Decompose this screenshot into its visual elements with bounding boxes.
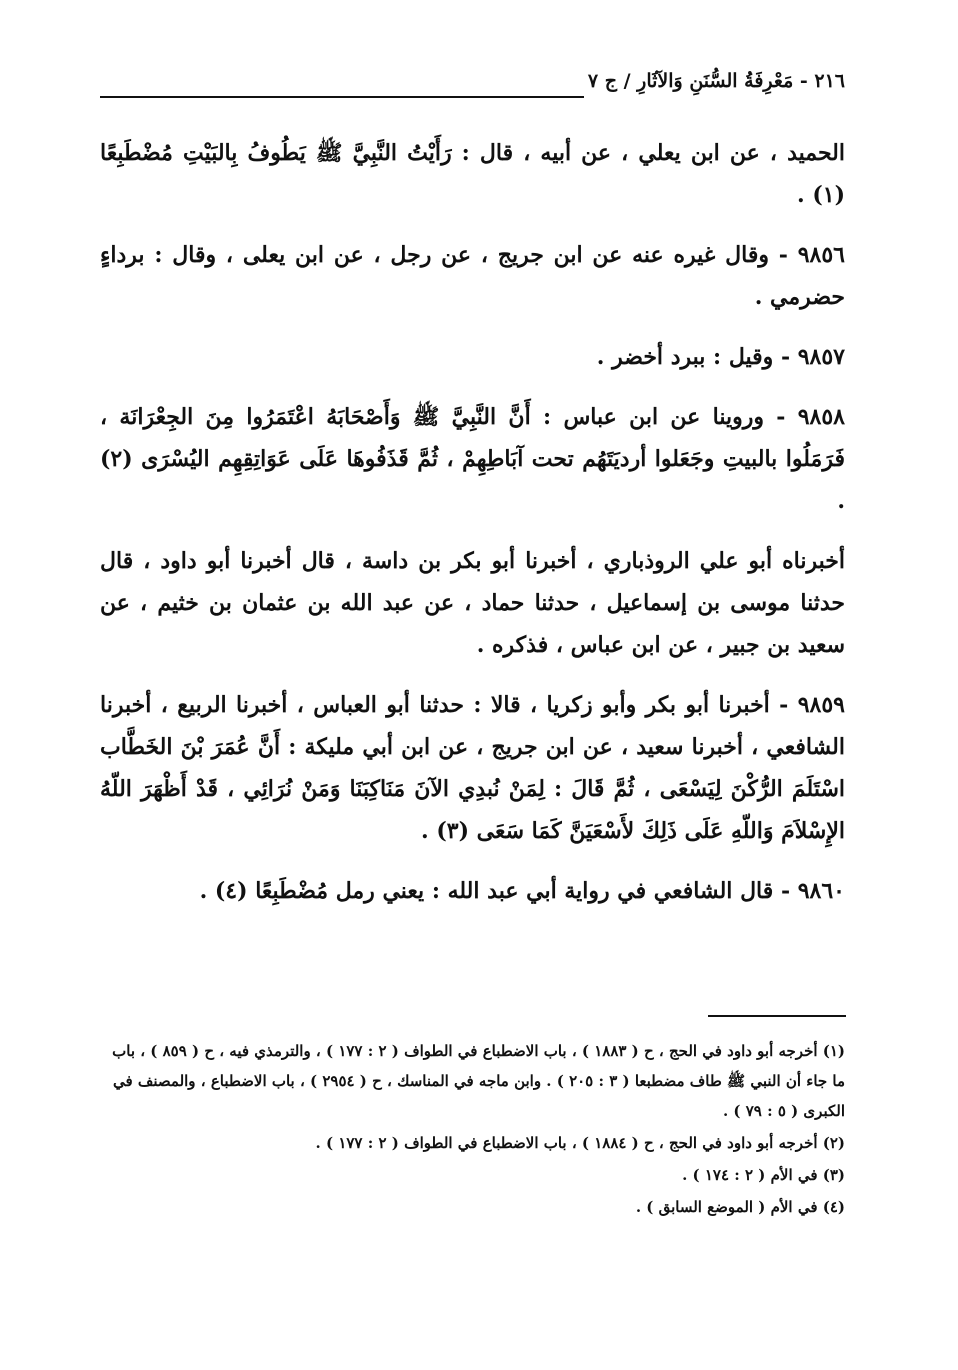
isnad-paragraph: أخبرناه أبو علي الروذباري ، أخبرنا أبو بكر بن داسة ، قال أخبرنا أبو داود ، قال حدثنا موسى بن إسماعيل ، حدثنا حماد ، عن عبد الله بن عثمان بن خثيم ، عن سعيد بن جبير ، عن ابن عباس ، فذكره . [100,548,845,658]
header-rule [100,96,584,98]
hadith-9856: ٩٨٥٦ - وقال غيره عنه عن ابن جريج ، عن رجل ، عن ابن يعلى ، وقال : برداءٍ حضرمي . [100,242,845,310]
footnote-1: (١) أخرجه أبو داود في الحج ، ح ( ١٨٨٣ ) ، باب الاضطباع في الطواف ( ٢ : ١٧٧ ) ، والترمذي فيه ، ح ( ٨٥٩ ) ، باب ما جاء أن النبي ﷺ طاف مضطبعا ( ٣ : ٢٠٥ ) . وابن ماجه في المناسك ، ح ( ٢٩٥٤ ) ، باب الاضطباع ، والمصنف في الكبرى ( ٥ : ٧٩ ) . [112,1042,845,1120]
footnote-4: (٤) في الأم ( الموضع السابق ) . [635,1198,845,1216]
footnote-3: (٣) في الأم ( ٢ : ١٧٤ ) . [682,1166,845,1184]
footnotes [100,1036,845,1222]
hadith-9857: ٩٨٥٧ - وقيل : ببرد أخضر . [596,344,845,370]
paragraph-continuation: الحميد ، عن ابن يعلي ، عن أبيه ، قال : رَأَيْتُ النَّبِيَّ ﷺ يَطُوفُ بِالبَيْتِ مُضْطَبِعًا (١) . [100,140,845,208]
main-text [100,132,845,930]
hadith-9858: ٩٨٥٨ - وروينا عن ابن عباس : أَنَّ النَّبِيَّ ﷺ وَأَصْحَابَهُ اعْتَمَرُوا مِنَ الجِعْرَانَة ، فَرَمَلُوا بالبيتِ وجَعَلوا أرديَتَهُم تحت آبَاطِهِمْ ، ثُمَّ قَذَفُوهَا عَلَى عَوَاتِقِهِم اليُسْرَى (٢) . [100,404,845,514]
footnote-2: (٢) أخرجه أبو داود في الحج ، ح ( ١٨٨٤ ) ، باب الاضطباع في الطواف ( ٢ : ١٧٧ ) . [315,1134,845,1152]
hadith-9860: ٩٨٦٠ - قال الشافعي في رواية أبي عبد الله : يعني رمل مُضْطَبِعًا (٤) . [199,878,845,904]
footnote-rule [708,1015,846,1017]
running-header [100,68,845,94]
hadith-9859: ٩٨٥٩ - أخبرنا أبو بكر وأبو زكريا ، قالا : حدثنا أبو العباس ، أخبرنا الربيع ، أخبرنا الشافعي ، أخبرنا سعيد ، عن ابن جريج ، عن ابن أبي مليكة : أَنَّ عُمَرَ بْنَ الخَطَّاب اسْتَلَمَ الرُّكْنَ لِيَسْعَى ، ثُمَّ قَالَ : لِمَنْ نُبدِي الآنَ مَنَاكِبَنَا وَمَنْ نُرَائِي ، قَدْ أَظْهَرَ اللّهُ الإِسْلاَمَ وَاللّهِ عَلَى ذَلِكَ لأَسْعَيَنَّ كَمَا سَعَى (٣) . [100,692,845,844]
running-head-title: ٢١٦ - مَعْرِفَةُ السُّنَنِ وَالآثَارِ / ج ٧ [587,70,845,92]
